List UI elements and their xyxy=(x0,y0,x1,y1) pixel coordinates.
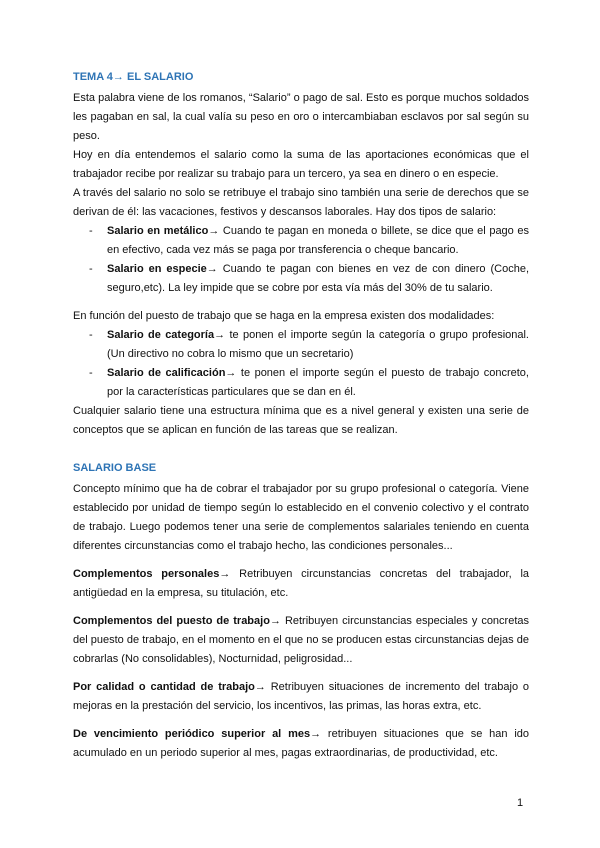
text-calificacion: → te ponen el importe según el puesto de trabajo concreto, por la características particulares que se dan en él. xyxy=(107,367,529,398)
list-item-metalico xyxy=(89,222,529,260)
term-metalico: Salario en metálico xyxy=(107,225,209,237)
section-heading-salario-base: SALARIO BASE xyxy=(73,462,157,474)
paragraph-origin: Esta palabra viene de los romanos, “Salario” o pago de sal. Esto es porque muchos soldados les pagaban en sal, la cual valía su peso en oro o intercambiaban esclavos por sal según su peso. xyxy=(73,92,529,142)
bullet-dash: - xyxy=(89,329,93,341)
list-item-especie xyxy=(89,260,529,298)
paragraph-calidad-cantidad xyxy=(73,678,529,716)
bullet-dash: - xyxy=(89,367,93,379)
text-calidad-cantidad: → Retribuyen situaciones de incremento del trabajo o mejoras en la prestación del servicio, los incentivos, las primas, las horas extra, etc. xyxy=(73,681,530,712)
page-number: 1 xyxy=(517,797,524,809)
term-especie: Salario en especie xyxy=(107,263,207,275)
term-complementos-personales: Complementos personales xyxy=(73,568,220,580)
bullet-dash: - xyxy=(89,263,93,275)
paragraph-types-intro: A través del salario no solo se retribuye el trabajo sino también una serie de derechos que se derivan de él: las vacaciones, festivos y descansos laborales. Hay dos tipos de salario: xyxy=(73,187,529,218)
paragraph-definition: Hoy en día entendemos el salario como la suma de las aportaciones económicas que el trabajador recibe por realizar su trabajo para un tercero, ya sea en dinero o en especie. xyxy=(73,149,529,180)
paragraph-salario-base: Concepto mínimo que ha de cobrar el trabajador por su grupo profesional o categoría. Viene establecido por unidad de tiempo según lo establecido en el convenio colectivo y el contrato de trabajo. Luego podemos tener una serie de complementos salariales teniendo en cuenta diferentes circunstancias como el trabajo hecho, las condiciones personales... xyxy=(73,483,529,552)
text-especie: → Cuando te pagan con bienes en vez de con dinero (Coche, seguro,etc). La ley impide que se cobre por esta vía más del 30% de tu salario. xyxy=(107,263,530,294)
text-vencimiento: → retribuyen situaciones que se han ido acumulado en un periodo superior al mes, pagas extraordinarias, de productividad, etc. xyxy=(73,728,529,759)
paragraph-modalities: En función del puesto de trabajo que se haga en la empresa existen dos modalidades: xyxy=(73,310,495,322)
paragraph-vencimiento xyxy=(73,725,529,763)
list-item-calificacion xyxy=(89,364,529,402)
term-vencimiento: De vencimiento periódico superior al mes xyxy=(73,728,311,740)
paragraph-complementos-puesto xyxy=(73,612,529,669)
paragraph-complementos-personales xyxy=(73,565,529,603)
term-calificacion: Salario de calificación xyxy=(107,367,226,379)
text-metalico: → Cuando te pagan en moneda o billete, se dice que el pago es en efectivo, cada vez más se paga por transferencia o cheque bancario. xyxy=(107,225,530,256)
section-title: TEMA 4→ EL SALARIO xyxy=(73,71,194,83)
text-complementos-personales: → Retribuyen circunstancias concretas del trabajador, la antigüedad en la empresa, su titulación, etc. xyxy=(73,568,530,599)
term-calidad-cantidad: Por calidad o cantidad de trabajo xyxy=(73,681,255,693)
list-item-categoria xyxy=(89,326,529,364)
text-complementos-puesto: → Retribuyen circunstancias especiales y concretas del puesto de trabajo, en el momento en el que no se producen estas circunstancias dejas de cobrarlas (No consolidables), Nocturnidad, peligrosidad... xyxy=(73,615,530,665)
paragraph-structure: Cualquier salario tiene una estructura mínima que es a nivel general y existen una serie de conceptos que se aplican en función de las tareas que se realizan. xyxy=(73,405,529,436)
text-categoria: → te ponen el importe según la categoría o grupo profesional. (Un directivo no cobra lo mismo que un secretario) xyxy=(107,329,529,360)
term-complementos-puesto: Complementos del puesto de trabajo xyxy=(73,615,270,627)
term-categoria: Salario de categoría xyxy=(107,329,215,341)
bullet-dash: - xyxy=(89,225,93,237)
